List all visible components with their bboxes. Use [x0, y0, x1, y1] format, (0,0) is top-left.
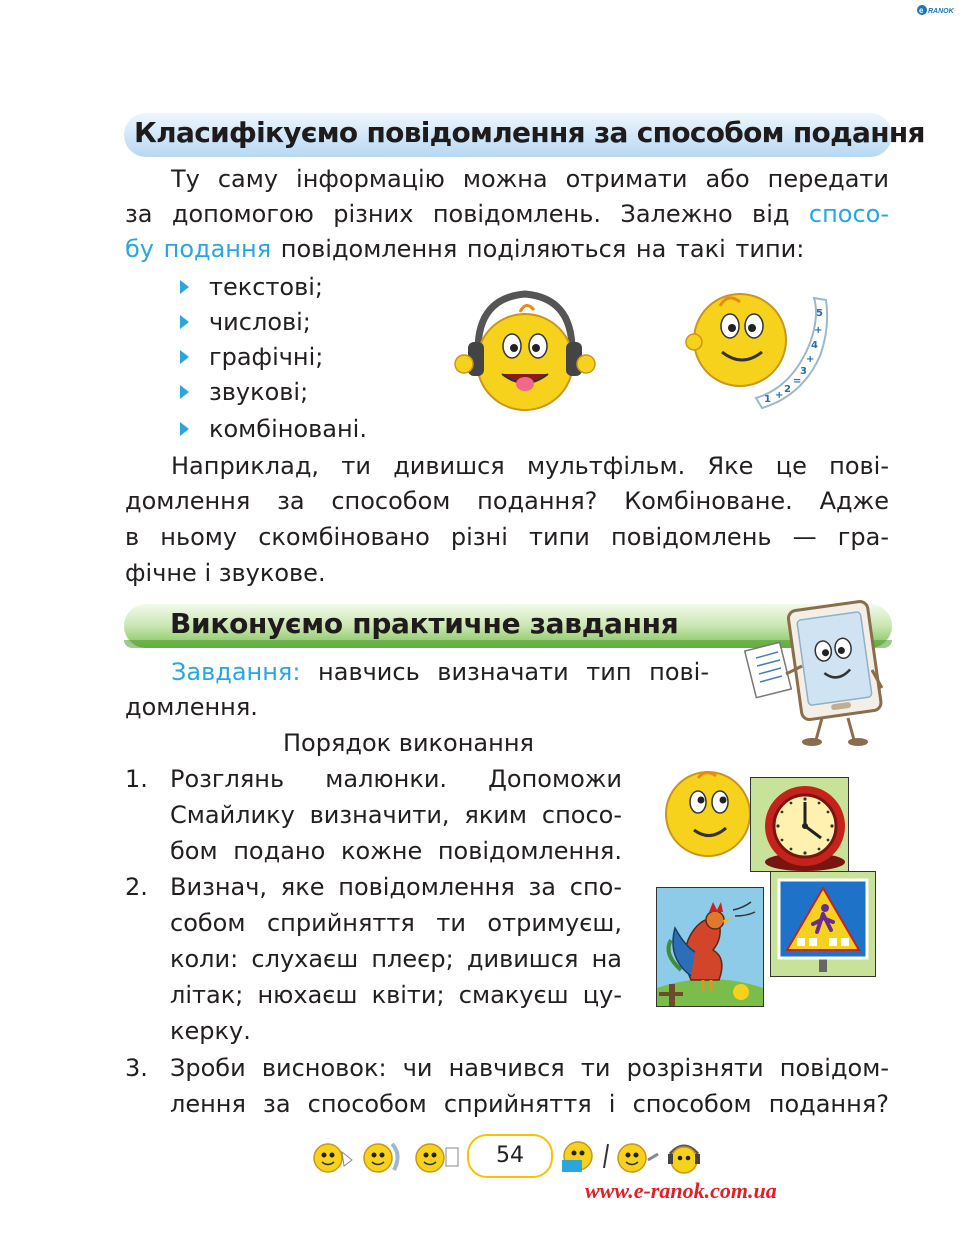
footer-smileys-right	[558, 1134, 708, 1176]
term-highlight: бу подання	[125, 235, 272, 263]
ribbon-number: +	[814, 325, 823, 336]
tablet-character-image	[742, 600, 892, 750]
ribbon-number: +	[806, 354, 815, 365]
task-line: Завдання: навчись визначати тип пові-	[171, 658, 709, 686]
paragraph-line: Ту саму інформацію можна отримати або передати	[171, 165, 889, 193]
step-line: бом подано кожне повідомлення.	[170, 837, 622, 865]
step-line: собом сприйняття ти отримуєш,	[170, 909, 622, 937]
step-number: 2.	[125, 873, 148, 901]
step-line: Розглянь малюнки. Допоможи	[170, 765, 622, 793]
svg-text:RANOK: RANOK	[928, 8, 954, 15]
bullet-triangle-icon	[180, 315, 189, 329]
section-title: Виконуємо практичне завдання	[170, 607, 679, 640]
task-label: Завдання:	[171, 658, 301, 686]
step-line: коли: слухаєш плеєр; дивишся на	[170, 945, 622, 973]
list-item: графічні;	[180, 340, 323, 374]
paragraph-line: домлення за способом подання? Комбіноване. Адже	[125, 487, 889, 515]
list-item: текстові;	[180, 270, 323, 304]
svg-text:e: e	[919, 6, 924, 15]
alarm-clock-image	[750, 777, 849, 872]
step-line: Зроби висновок: чи навчився ти розрізняти повідом-	[170, 1054, 889, 1082]
ribbon-number: 2	[784, 384, 791, 395]
smiley-thinking-image	[658, 764, 758, 864]
task-line: домлення.	[125, 693, 258, 721]
ribbon-number: +	[775, 390, 784, 401]
footer-smileys-left	[308, 1134, 463, 1176]
page-number: 54	[467, 1134, 553, 1178]
bullet-triangle-icon	[180, 422, 189, 436]
ribbon-number: 4	[811, 340, 818, 351]
paragraph-line: Наприклад, ти дивишся мультфільм. Яке це пові-	[171, 452, 889, 480]
list-item: звукові;	[180, 375, 308, 409]
step-line: Визнач, яке повідомлення за спо-	[170, 873, 622, 901]
paragraph-line: за допомогою різних повідомлень. Залежно від спосо-	[125, 200, 889, 228]
ribbon-number: 3	[800, 366, 807, 377]
step-line: керку.	[170, 1017, 251, 1045]
paragraph-line: бу подання повідомлення поділяються на такі типи:	[125, 235, 805, 263]
procedure-title: Порядок виконання	[283, 729, 534, 757]
ribbon-number: 5	[816, 308, 823, 319]
step-line: лення за способом сприйняття і способом подання?	[170, 1090, 889, 1118]
ribbon-number: =	[793, 376, 802, 387]
term-highlight: спосо-	[808, 200, 889, 228]
paragraph-line: фічне і звукове.	[125, 559, 326, 587]
footer-url[interactable]: www.e-ranok.com.ua	[585, 1178, 777, 1203]
smiley-headphones-image	[450, 280, 600, 425]
paragraph-line: в ньому скомбіновано різні типи повідомлень — гра-	[125, 523, 889, 551]
step-line: Смайлику визначити, яким спосо-	[170, 801, 622, 829]
ribbon-number: 1	[764, 394, 771, 405]
list-item: числові;	[180, 305, 311, 339]
bullet-triangle-icon	[180, 350, 189, 364]
step-number: 3.	[125, 1054, 148, 1082]
step-number: 1.	[125, 765, 148, 793]
publisher-logo	[916, 2, 960, 16]
pedestrian-crossing-sign-image	[770, 871, 876, 977]
bullet-triangle-icon	[180, 385, 189, 399]
bullet-triangle-icon	[180, 280, 189, 294]
section-title: Класифікуємо повідомлення за способом подання	[134, 116, 925, 149]
smiley-numbers-image	[680, 278, 830, 413]
step-line: літак; нюхаєш квіти; смакуєш цу-	[170, 981, 622, 1009]
list-item: комбіновані.	[180, 412, 367, 446]
rooster-image	[656, 887, 764, 1007]
